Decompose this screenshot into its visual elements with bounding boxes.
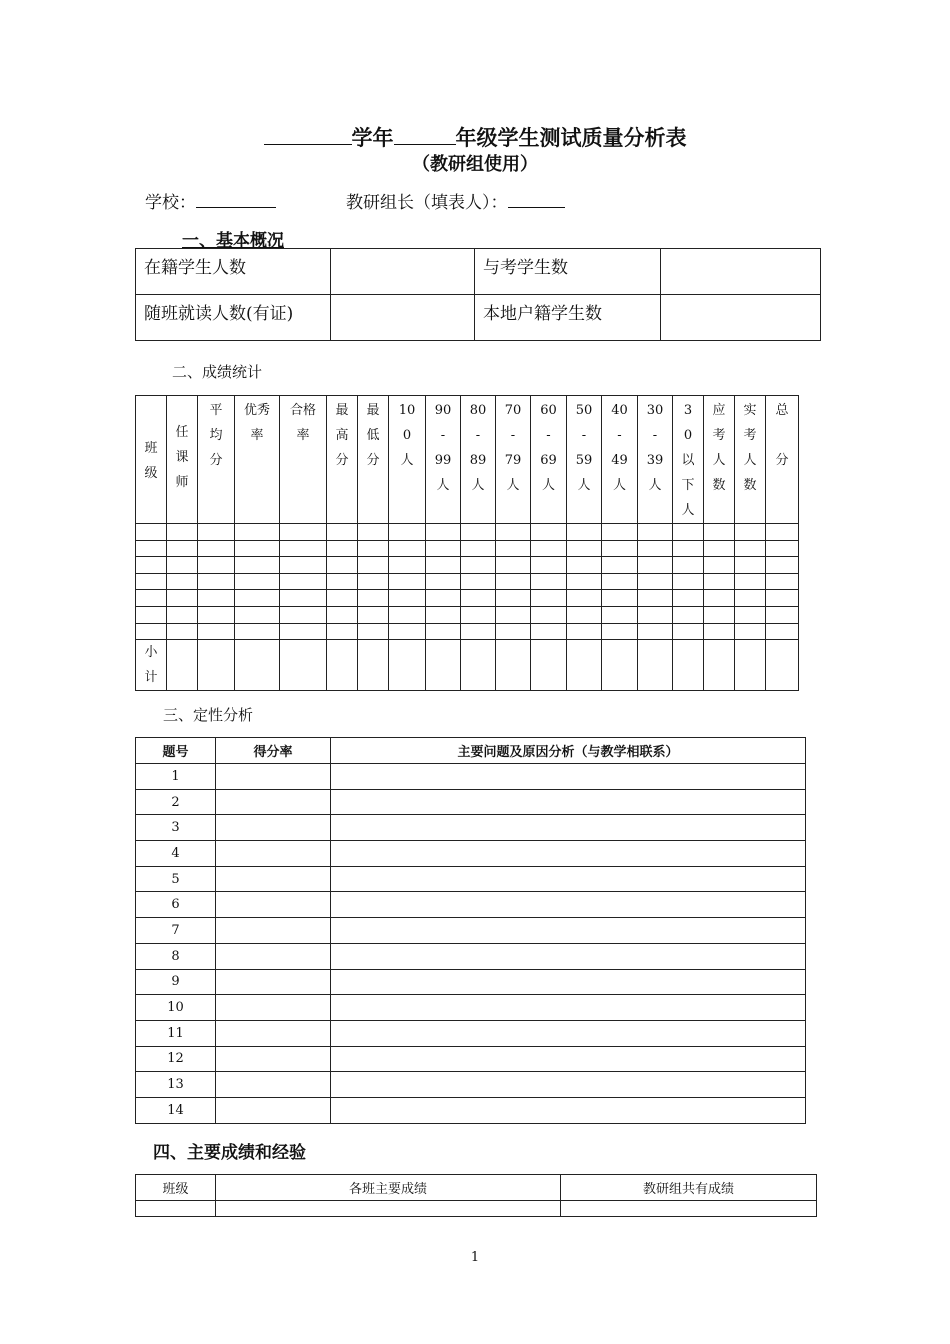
basic-info-value-cell[interactable] — [331, 295, 475, 341]
page-subtitle: （教研组使用） — [412, 154, 538, 175]
achievements-header-row — [136, 1175, 817, 1201]
question-row — [136, 969, 806, 995]
score-cell[interactable] — [235, 623, 280, 640]
analysis-cell[interactable] — [331, 918, 806, 944]
score-rate-cell[interactable] — [216, 1046, 331, 1072]
score-rate-cell[interactable] — [216, 1097, 331, 1123]
question-row — [136, 918, 806, 944]
score-cell[interactable] — [167, 524, 198, 541]
score-cell[interactable] — [735, 557, 766, 574]
score-cell[interactable] — [673, 540, 704, 557]
score-cell[interactable] — [358, 606, 389, 623]
score-cell[interactable] — [167, 623, 198, 640]
score-cell[interactable] — [673, 623, 704, 640]
question-row — [136, 815, 806, 841]
score-cell[interactable] — [567, 606, 602, 623]
analysis-cell[interactable] — [331, 1097, 806, 1123]
subtotal-cell[interactable] — [531, 640, 567, 691]
score-header-cell: 班 级 — [136, 396, 167, 524]
score-header-row — [136, 396, 799, 524]
question-row — [136, 892, 806, 918]
score-cell[interactable] — [602, 606, 638, 623]
question-number: 5 — [136, 866, 216, 892]
question-number: 8 — [136, 943, 216, 969]
score-cell[interactable] — [496, 573, 531, 590]
analysis-cell[interactable] — [331, 764, 806, 790]
score-cell[interactable] — [358, 524, 389, 541]
question-number: 12 — [136, 1046, 216, 1072]
score-cell[interactable] — [496, 524, 531, 541]
analysis-cell[interactable] — [331, 892, 806, 918]
score-cell[interactable] — [704, 573, 735, 590]
achievements-header-cell: 各班主要成绩 — [216, 1175, 561, 1201]
score-cell[interactable] — [673, 606, 704, 623]
score-cell[interactable] — [638, 524, 673, 541]
basic-info-value-cell[interactable] — [661, 249, 821, 295]
score-cell[interactable] — [531, 573, 567, 590]
subtotal-cell[interactable] — [280, 640, 327, 691]
score-cell[interactable] — [136, 540, 167, 557]
score-cell[interactable] — [531, 606, 567, 623]
score-cell[interactable] — [167, 590, 198, 607]
score-cell[interactable] — [198, 524, 235, 541]
score-cell[interactable] — [426, 540, 461, 557]
score-cell[interactable] — [638, 573, 673, 590]
score-cell[interactable] — [198, 623, 235, 640]
score-cell[interactable] — [766, 606, 799, 623]
score-header-cell: 最 高 分 — [327, 396, 358, 524]
question-row — [136, 995, 806, 1021]
score-cell[interactable] — [167, 540, 198, 557]
score-cell[interactable] — [235, 606, 280, 623]
subtotal-cell[interactable] — [235, 640, 280, 691]
score-rate-cell[interactable] — [216, 1020, 331, 1046]
basic-info-row — [136, 295, 821, 341]
score-cell[interactable] — [704, 606, 735, 623]
subtotal-cell[interactable] — [704, 640, 735, 691]
score-cell[interactable] — [704, 540, 735, 557]
score-cell[interactable] — [280, 524, 327, 541]
score-cell[interactable] — [426, 623, 461, 640]
achievements-row — [136, 1201, 817, 1217]
section3-title: 三、定性分析 — [163, 706, 254, 724]
score-cell[interactable] — [461, 590, 496, 607]
score-cell[interactable] — [198, 590, 235, 607]
score-cell[interactable] — [136, 623, 167, 640]
score-cell[interactable] — [496, 540, 531, 557]
score-cell[interactable] — [358, 557, 389, 574]
score-cell[interactable] — [235, 573, 280, 590]
score-rate-cell[interactable] — [216, 841, 331, 867]
score-cell[interactable] — [389, 606, 426, 623]
score-cell[interactable] — [358, 623, 389, 640]
achievements-header-cell: 班级 — [136, 1175, 216, 1201]
basic-info-label: 在籍学生人数 — [136, 249, 331, 295]
score-header-cell: 最 低 分 — [358, 396, 389, 524]
leader-label: 教研组长（填表人）： — [346, 193, 508, 213]
score-cell[interactable] — [327, 606, 358, 623]
question-number: 3 — [136, 815, 216, 841]
question-number: 13 — [136, 1072, 216, 1098]
score-cell[interactable] — [461, 623, 496, 640]
qualitative-header-cell: 主要问题及原因分析（与教学相联系） — [331, 738, 806, 764]
score-cell[interactable] — [531, 590, 567, 607]
score-cell[interactable] — [766, 540, 799, 557]
score-cell[interactable] — [167, 606, 198, 623]
score-header-cell: 应 考 人 数 — [704, 396, 735, 524]
question-number: 14 — [136, 1097, 216, 1123]
score-cell[interactable] — [638, 557, 673, 574]
analysis-cell[interactable] — [331, 969, 806, 995]
subtotal-cell[interactable] — [496, 640, 531, 691]
qualitative-header-row — [136, 738, 806, 764]
score-cell[interactable] — [426, 557, 461, 574]
score-cell[interactable] — [673, 590, 704, 607]
score-cell[interactable] — [389, 623, 426, 640]
score-cell[interactable] — [766, 573, 799, 590]
score-cell[interactable] — [461, 573, 496, 590]
score-cell[interactable] — [280, 623, 327, 640]
subtotal-cell[interactable] — [167, 640, 198, 691]
basic-info-value-cell[interactable] — [661, 295, 821, 341]
question-number: 10 — [136, 995, 216, 1021]
score-cell[interactable] — [602, 540, 638, 557]
score-header-cell: 实 考 人 数 — [735, 396, 766, 524]
score-rate-cell[interactable] — [216, 815, 331, 841]
score-cell[interactable] — [567, 623, 602, 640]
subtotal-cell[interactable] — [358, 640, 389, 691]
score-cell[interactable] — [389, 540, 426, 557]
score-cell[interactable] — [704, 590, 735, 607]
score-cell[interactable] — [602, 524, 638, 541]
score-cell[interactable] — [673, 557, 704, 574]
basic-info-label: 与考学生数 — [475, 249, 661, 295]
score-header-cell: 90 - 99 人 — [426, 396, 461, 524]
score-cell[interactable] — [280, 606, 327, 623]
subtotal-cell[interactable] — [766, 640, 799, 691]
score-cell[interactable] — [426, 606, 461, 623]
score-cell[interactable] — [461, 524, 496, 541]
score-header-cell: 40 - 49 人 — [602, 396, 638, 524]
school-field — [145, 188, 276, 213]
score-header-cell: 任 课 师 — [167, 396, 198, 524]
score-cell[interactable] — [766, 590, 799, 607]
score-cell[interactable] — [136, 557, 167, 574]
achievements-cell[interactable] — [216, 1201, 561, 1217]
question-row — [136, 764, 806, 790]
question-number: 1 — [136, 764, 216, 790]
question-row — [136, 789, 806, 815]
score-header-cell: 合格 率 — [280, 396, 327, 524]
score-cell[interactable] — [327, 540, 358, 557]
achievements-header-cell: 教研组共有成绩 — [561, 1175, 817, 1201]
analysis-cell[interactable] — [331, 1072, 806, 1098]
score-cell[interactable] — [638, 623, 673, 640]
score-cell[interactable] — [766, 524, 799, 541]
score-cell[interactable] — [389, 524, 426, 541]
score-cell[interactable] — [280, 573, 327, 590]
score-cell[interactable] — [704, 557, 735, 574]
score-cell[interactable] — [198, 606, 235, 623]
score-cell[interactable] — [638, 606, 673, 623]
score-cell[interactable] — [358, 590, 389, 607]
question-row — [136, 1097, 806, 1123]
question-row — [136, 1046, 806, 1072]
analysis-cell[interactable] — [331, 1046, 806, 1072]
question-number: 2 — [136, 789, 216, 815]
score-cell[interactable] — [602, 590, 638, 607]
score-header-cell: 50 - 59 人 — [567, 396, 602, 524]
score-cell[interactable] — [735, 606, 766, 623]
score-cell[interactable] — [358, 540, 389, 557]
score-cell[interactable] — [358, 573, 389, 590]
basic-info-table — [135, 248, 821, 341]
question-number: 11 — [136, 1020, 216, 1046]
score-cell[interactable] — [426, 524, 461, 541]
score-header-cell: 60 - 69 人 — [531, 396, 567, 524]
score-rate-cell[interactable] — [216, 764, 331, 790]
subtotal-cell[interactable] — [426, 640, 461, 691]
score-cell[interactable] — [704, 623, 735, 640]
score-cell[interactable] — [327, 557, 358, 574]
analysis-cell[interactable] — [331, 995, 806, 1021]
subtotal-label: 小 计 — [136, 640, 167, 691]
score-cell[interactable] — [567, 573, 602, 590]
leader-field — [346, 188, 565, 213]
score-data-row — [136, 524, 799, 541]
question-number: 7 — [136, 918, 216, 944]
subtotal-row — [136, 640, 799, 691]
score-cell[interactable] — [198, 540, 235, 557]
score-cell[interactable] — [461, 557, 496, 574]
score-cell[interactable] — [496, 623, 531, 640]
score-cell[interactable] — [496, 557, 531, 574]
subtotal-cell[interactable] — [602, 640, 638, 691]
page-number: 1 — [470, 1250, 480, 1265]
question-number: 9 — [136, 969, 216, 995]
analysis-cell[interactable] — [331, 1020, 806, 1046]
score-cell[interactable] — [327, 573, 358, 590]
score-cell[interactable] — [327, 524, 358, 541]
analysis-cell[interactable] — [331, 789, 806, 815]
score-cell[interactable] — [531, 557, 567, 574]
basic-info-label: 本地户籍学生数 — [475, 295, 661, 341]
score-data-row — [136, 573, 799, 590]
score-cell[interactable] — [673, 573, 704, 590]
score-cell[interactable] — [735, 573, 766, 590]
score-data-row — [136, 606, 799, 623]
score-cell[interactable] — [766, 557, 799, 574]
score-cell[interactable] — [567, 590, 602, 607]
score-cell[interactable] — [235, 557, 280, 574]
question-number: 6 — [136, 892, 216, 918]
page-title: 学年 年级学生测试质量分析表 — [0, 122, 950, 152]
score-cell[interactable] — [327, 590, 358, 607]
score-cell[interactable] — [280, 590, 327, 607]
score-rate-cell[interactable] — [216, 995, 331, 1021]
subtotal-cell[interactable] — [735, 640, 766, 691]
score-header-cell: 30 - 39 人 — [638, 396, 673, 524]
achievements-cell[interactable] — [136, 1201, 216, 1217]
score-rate-cell[interactable] — [216, 1072, 331, 1098]
score-rate-cell[interactable] — [216, 892, 331, 918]
score-header-cell: 平 均 分 — [198, 396, 235, 524]
qualitative-table — [135, 737, 806, 1124]
score-data-row — [136, 540, 799, 557]
score-cell[interactable] — [167, 573, 198, 590]
score-cell[interactable] — [280, 557, 327, 574]
subtotal-cell[interactable] — [389, 640, 426, 691]
subtotal-cell[interactable] — [461, 640, 496, 691]
subtotal-cell[interactable] — [327, 640, 358, 691]
score-rate-cell[interactable] — [216, 943, 331, 969]
score-cell[interactable] — [735, 524, 766, 541]
subtotal-cell[interactable] — [198, 640, 235, 691]
score-cell[interactable] — [461, 540, 496, 557]
school-label: 学校： — [145, 193, 196, 213]
score-header-cell: 70 - 79 人 — [496, 396, 531, 524]
question-row — [136, 1072, 806, 1098]
analysis-cell[interactable] — [331, 841, 806, 867]
section2-title: 二、成绩统计 — [172, 363, 263, 381]
score-cell[interactable] — [567, 557, 602, 574]
achievements-table — [135, 1174, 817, 1217]
score-cell[interactable] — [198, 573, 235, 590]
score-stats-table — [135, 395, 799, 691]
score-header-cell: 总 分 — [766, 396, 799, 524]
score-cell[interactable] — [235, 540, 280, 557]
score-cell[interactable] — [496, 590, 531, 607]
score-cell[interactable] — [389, 557, 426, 574]
score-header-cell: 80 - 89 人 — [461, 396, 496, 524]
analysis-cell[interactable] — [331, 815, 806, 841]
score-cell[interactable] — [531, 540, 567, 557]
score-rate-cell[interactable] — [216, 866, 331, 892]
score-cell[interactable] — [461, 606, 496, 623]
score-cell[interactable] — [167, 557, 198, 574]
score-rate-cell[interactable] — [216, 918, 331, 944]
score-cell[interactable] — [327, 623, 358, 640]
score-cell[interactable] — [235, 524, 280, 541]
score-header-cell: 10 0 人 — [389, 396, 426, 524]
basic-info-value-cell[interactable] — [331, 249, 475, 295]
score-cell[interactable] — [136, 606, 167, 623]
score-data-row — [136, 557, 799, 574]
score-cell[interactable] — [136, 573, 167, 590]
qualitative-header-cell: 得分率 — [216, 738, 331, 764]
section1-title: 一、基本概况 — [182, 231, 284, 251]
subtotal-cell[interactable] — [673, 640, 704, 691]
subtotal-cell[interactable] — [638, 640, 673, 691]
score-cell[interactable] — [235, 590, 280, 607]
score-data-row — [136, 623, 799, 640]
score-cell[interactable] — [673, 524, 704, 541]
score-data-row — [136, 590, 799, 607]
score-cell[interactable] — [567, 540, 602, 557]
score-cell[interactable] — [766, 623, 799, 640]
question-row — [136, 866, 806, 892]
subtotal-cell[interactable] — [567, 640, 602, 691]
score-cell[interactable] — [602, 557, 638, 574]
year-blank[interactable] — [264, 126, 352, 145]
score-cell[interactable] — [426, 573, 461, 590]
score-cell[interactable] — [389, 590, 426, 607]
qualitative-header-cell: 题号 — [136, 738, 216, 764]
score-cell[interactable] — [602, 623, 638, 640]
score-cell[interactable] — [426, 590, 461, 607]
score-cell[interactable] — [567, 524, 602, 541]
score-cell[interactable] — [136, 590, 167, 607]
score-cell[interactable] — [735, 540, 766, 557]
score-cell[interactable] — [389, 573, 426, 590]
analysis-cell[interactable] — [331, 866, 806, 892]
score-cell[interactable] — [136, 524, 167, 541]
score-cell[interactable] — [735, 623, 766, 640]
score-header-cell: 优秀 率 — [235, 396, 280, 524]
score-rate-cell[interactable] — [216, 969, 331, 995]
section4-title: 四、主要成绩和经验 — [153, 1143, 306, 1163]
score-cell[interactable] — [638, 590, 673, 607]
question-number: 4 — [136, 841, 216, 867]
analysis-cell[interactable] — [331, 943, 806, 969]
score-cell[interactable] — [280, 540, 327, 557]
score-cell[interactable] — [198, 557, 235, 574]
score-cell[interactable] — [531, 524, 567, 541]
score-cell[interactable] — [602, 573, 638, 590]
school-blank[interactable] — [196, 191, 276, 208]
question-row — [136, 841, 806, 867]
score-cell[interactable] — [496, 606, 531, 623]
score-rate-cell[interactable] — [216, 789, 331, 815]
score-header-cell: 3 0 以 下 人 — [673, 396, 704, 524]
score-cell[interactable] — [704, 524, 735, 541]
question-row — [136, 1020, 806, 1046]
achievements-cell[interactable] — [561, 1201, 817, 1217]
leader-blank[interactable] — [508, 191, 565, 208]
basic-info-row — [136, 249, 821, 295]
question-row — [136, 943, 806, 969]
score-cell[interactable] — [735, 590, 766, 607]
grade-blank[interactable] — [394, 126, 456, 145]
score-cell[interactable] — [531, 623, 567, 640]
score-cell[interactable] — [638, 540, 673, 557]
basic-info-label: 随班就读人数(有证) — [136, 295, 331, 341]
